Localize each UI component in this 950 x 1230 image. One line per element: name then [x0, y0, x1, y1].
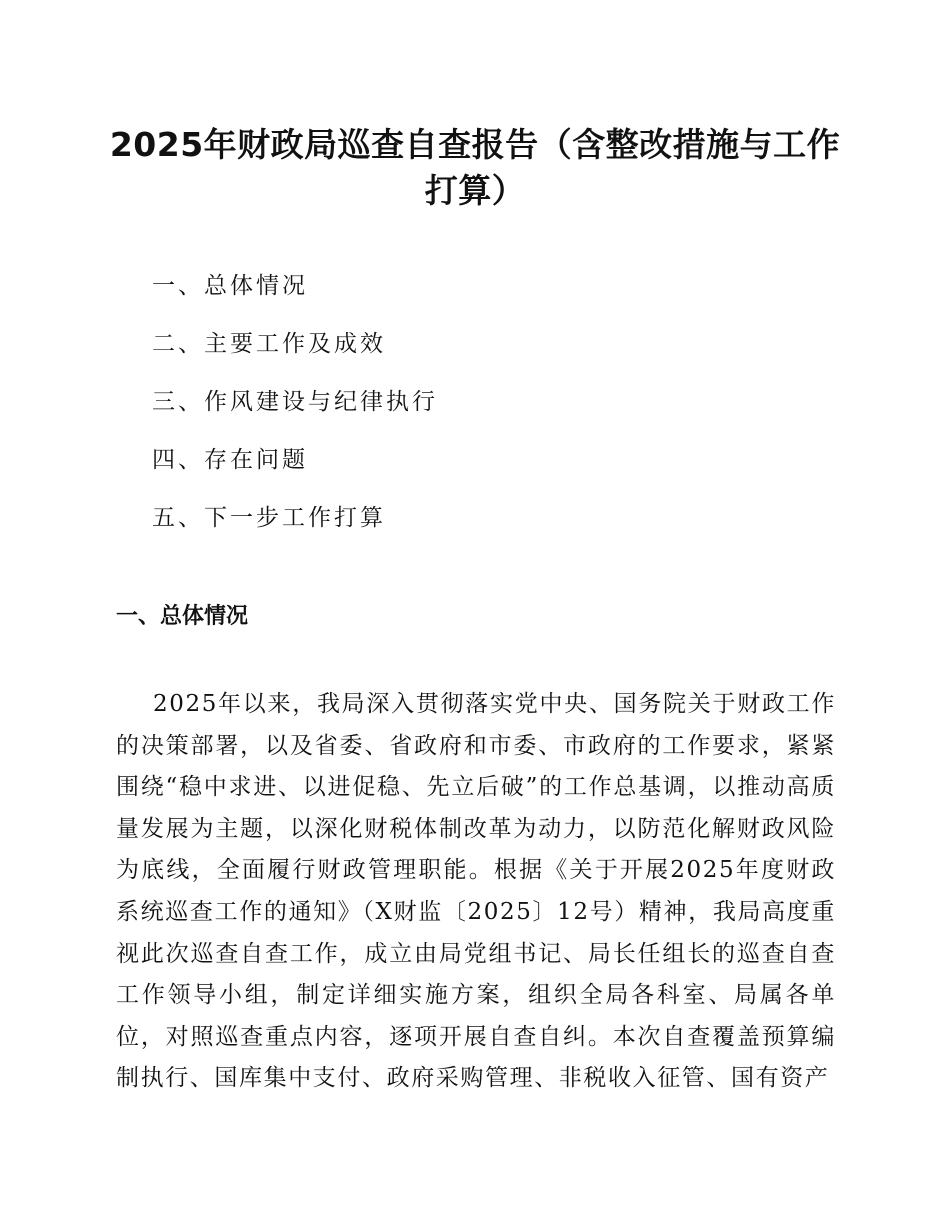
toc-item-work-style: 三、作风建设与纪律执行	[152, 389, 438, 415]
toc-item-overview: 一、总体情况	[152, 273, 308, 299]
toc-item-problems: 四、存在问题	[152, 447, 308, 473]
table-of-contents	[152, 266, 752, 556]
document-title: 2025年财政局巡查自查报告（含整改措施与工作打算）	[109, 125, 841, 210]
body-paragraph: 2025年以来，我局深入贯彻落实党中央、国务院关于财政工作的决策部署，以及省委、省政府和市委、市政府的工作要求，紧紧围绕“稳中求进、以进促稳、先立后破”的工作总基调，以推动高质量发展为主题，以深化财税体制改革为动力，以防范化解财政风险为底线，全面履行财政管理职能。根据《关于开展2025年度财政系统巡查工作的通知》（X财监〔2025〕12号）精神，我局高度重视此次巡查自查工作，成立由局党组书记、局长任组长的巡查自查工作领导小组，制定详细实施方案，组织全局各科室、局属各单位，对照巡查重点内容，逐项开展自查自纠。本次自查覆盖预算编制执行、国库集中支付、政府采购管理、非税收入征管、国有资产	[116, 691, 836, 1092]
toc-item-main-work: 二、主要工作及成效	[152, 331, 386, 357]
section-heading-overview: 一、总体情况	[116, 604, 249, 629]
toc-item-next-steps: 五、下一步工作打算	[152, 505, 386, 531]
